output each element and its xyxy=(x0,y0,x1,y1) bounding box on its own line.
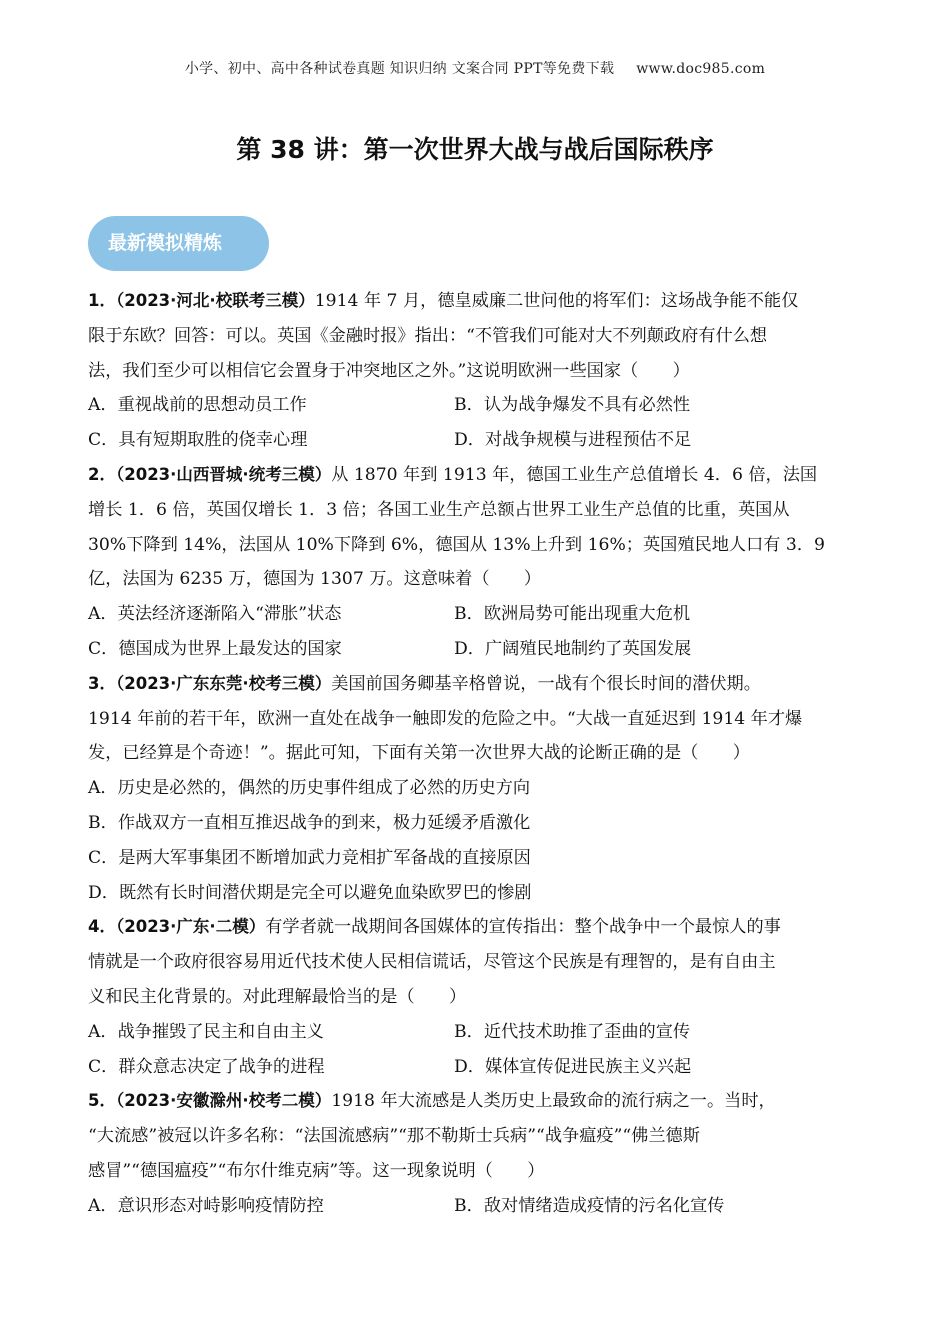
question-text-line: 法，我们至少可以相信它会置身于冲突地区之外。”这说明欧洲一些国家（ ） xyxy=(88,360,690,381)
page-header xyxy=(0,58,950,78)
header-text: 小学、初中、高中各种试卷真题 知识归纳 文案合同 PPT等免费下载 xyxy=(184,61,615,77)
question-source: 2．（2023·山西晋城·统考三模） xyxy=(88,464,332,484)
question-text: 1914 年 7 月，德皇威廉二世问他的将军们：这场战争能不能仅 xyxy=(314,291,799,311)
page-title: 第 38 讲：第一次世界大战与战后国际秩序 xyxy=(236,135,714,164)
option-c[interactable]: C．群众意志决定了战争的进程 xyxy=(88,1056,325,1077)
question-3 xyxy=(88,667,868,911)
option-b[interactable]: B．敌对情绪造成疫情的污名化宣传 xyxy=(454,1195,725,1216)
question-source: 3．（2023·广东东莞·校考三模） xyxy=(88,673,332,693)
question-source: 4．（2023·广东·二模） xyxy=(88,917,266,937)
question-text-line: 发，已经算是个奇迹！”。据此可知，下面有关第一次世界大战的论断正确的是（ ） xyxy=(88,743,750,764)
option-d[interactable]: D．对战争规模与进程预估不足 xyxy=(454,430,692,451)
question-source: 1．（2023·河北·校联考三模） xyxy=(88,291,315,310)
option-row xyxy=(88,1050,868,1085)
question-5 xyxy=(88,1084,868,1223)
option-c[interactable]: C．具有短期取胜的侥幸心理 xyxy=(88,430,308,451)
header-url[interactable]: www.doc985.com xyxy=(636,61,766,77)
option-d[interactable]: D．广阔殖民地制约了英国发展 xyxy=(454,638,692,659)
question-text-line: 30%下降到 14%，法国从 10%下降到 6%，德国从 13%上升到 16%；英国殖民地人口有 3．9 xyxy=(88,534,825,555)
option-a[interactable]: A．英法经济逐渐陷入“滞胀”状态 xyxy=(88,604,342,625)
question-text-line: 亿，法国为 6235 万，德国为 1307 万。这意味着（ ） xyxy=(88,569,542,590)
question-1 xyxy=(88,284,868,458)
question-text-line: 义和民主化背景的。对此理解最恰当的是（ ） xyxy=(88,986,467,1007)
option-a[interactable]: A．意识形态对峙影响疫情防控 xyxy=(88,1195,324,1216)
question-2 xyxy=(88,458,868,667)
option-a[interactable]: A．历史是必然的，偶然的历史事件组成了必然的历史方向 xyxy=(88,778,531,799)
question-first-line xyxy=(88,458,868,493)
question-first-line xyxy=(88,1084,868,1119)
option-a[interactable]: A．战争摧毁了民主和自由主义 xyxy=(88,1021,324,1042)
question-text: 从 1870 年到 1913 年，德国工业生产总值增长 4．6 倍，法国 xyxy=(331,464,818,485)
option-b[interactable]: B．近代技术助推了歪曲的宣传 xyxy=(454,1021,691,1042)
question-first-line xyxy=(88,284,868,319)
option-b[interactable]: B．欧洲局势可能出现重大危机 xyxy=(454,604,691,625)
question-list xyxy=(88,284,868,1224)
question-4 xyxy=(88,910,868,1084)
option-row xyxy=(88,632,868,667)
question-first-line xyxy=(88,667,868,702)
option-row xyxy=(88,1189,868,1224)
option-row xyxy=(88,597,868,632)
question-text: 1918 年大流感是人类历史上最致命的流行病之一。当时， xyxy=(331,1091,776,1112)
question-source: 5．（2023·安徽滁州·校考二模） xyxy=(88,1091,332,1111)
question-text: 有学者就一战期间各国媒体的宣传指出：整个战争中一个最惊人的事 xyxy=(265,917,781,938)
question-text-line: 限于东欧？回答：可以。英国《金融时报》指出：“不管我们可能对大不列颠政府有什么想 xyxy=(88,325,768,346)
question-text-line: “大流感”被冠以许多名称：“法国流感病”“那不勒斯士兵病”“战争瘟疫”“佛兰德斯 xyxy=(88,1126,700,1147)
option-d[interactable]: D．媒体宣传促进民族主义兴起 xyxy=(454,1056,692,1077)
section-badge: 最新模拟精炼 xyxy=(88,216,269,271)
option-d[interactable]: D．既然有长时间潜伏期是完全可以避免血染欧罗巴的惨剧 xyxy=(88,882,532,903)
option-c[interactable]: C．是两大军事集团不断增加武力竞相扩军备战的直接原因 xyxy=(88,847,531,868)
option-row xyxy=(88,388,868,423)
option-b[interactable]: B．作战双方一直相互推迟战争的到来，极力延缓矛盾激化 xyxy=(88,812,531,833)
option-a[interactable]: A．重视战前的思想动员工作 xyxy=(88,395,307,416)
option-row xyxy=(88,1015,868,1050)
option-c[interactable]: C．德国成为世界上最发达的国家 xyxy=(88,638,342,659)
question-text: 美国前国务卿基辛格曾说，一战有个很长时间的潜伏期。 xyxy=(331,673,761,694)
question-text-line: 感冒”“德国瘟疫”“布尔什维克病”等。这一现象说明（ ） xyxy=(88,1160,545,1181)
question-text-line: 情就是一个政府很容易用近代技术使人民相信谎话，尽管这个民族是有理智的，是有自由主 xyxy=(88,952,776,973)
option-row xyxy=(88,423,868,458)
question-first-line xyxy=(88,910,868,945)
question-text-line: 增长 1．6 倍，英国仅增长 1．3 倍；各国工业生产总额占世界工业生产总值的比重，英国从 xyxy=(88,499,790,520)
option-b[interactable]: B．认为战争爆发不具有必然性 xyxy=(454,395,691,416)
question-text-line: 1914 年前的若干年，欧洲一直处在战争一触即发的危险之中。“大战一直延迟到 1914 年才爆 xyxy=(88,708,803,729)
